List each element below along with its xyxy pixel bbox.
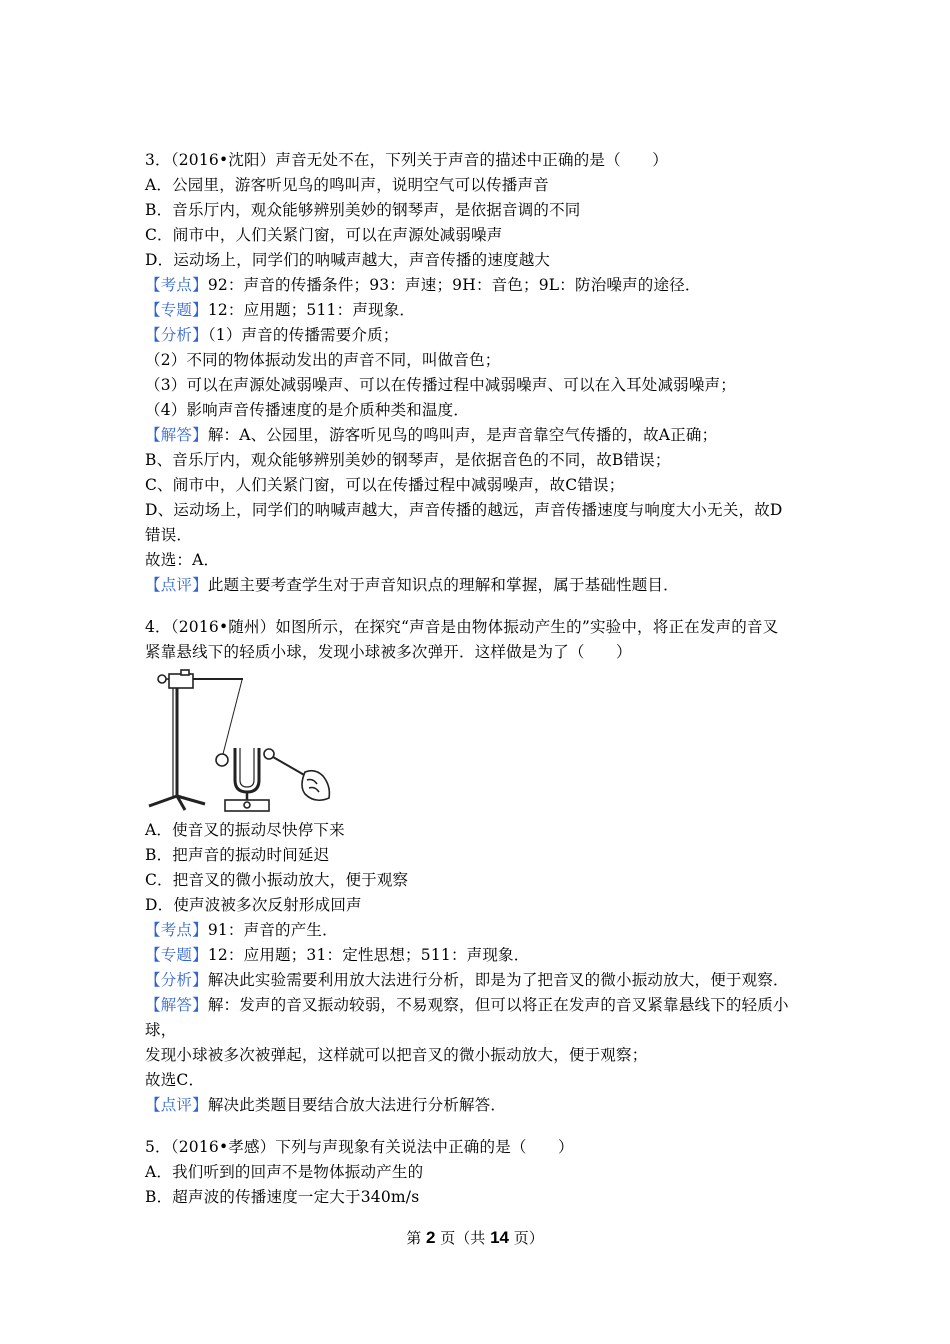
tuning-fork bbox=[235, 748, 259, 792]
current-page-number: 2 bbox=[426, 1228, 436, 1247]
dianping-line bbox=[145, 1093, 815, 1118]
fenxi-line bbox=[145, 323, 815, 348]
fenxi-line: （2）不同的物体振动发出的声音不同，叫做音色； bbox=[145, 351, 501, 369]
option-c: C．把音叉的微小振动放大，便于观察 bbox=[145, 871, 409, 889]
jieda-text: 解：发声的音叉振动较弱，不易观察，但可以将正在发声的音叉紧靠悬线下的轻质小 bbox=[207, 996, 789, 1014]
option-d: D．使声波被多次反射形成回声 bbox=[145, 896, 362, 914]
tripod-base bbox=[149, 796, 205, 810]
page-content bbox=[145, 148, 815, 1210]
question-5 bbox=[145, 1135, 815, 1210]
option-a: A．公园里，游客听见鸟的鸣叫声，说明空气可以传播声音 bbox=[145, 176, 549, 194]
thread bbox=[223, 680, 242, 754]
jieda-line bbox=[145, 993, 815, 1018]
jieda-line: B、音乐厅内，观众能够辨别美妙的钢琴声，是依据音色的不同，故B错误； bbox=[145, 451, 671, 469]
zhuanti-tag: 【专题】 bbox=[145, 301, 208, 319]
dianping-line bbox=[145, 573, 815, 598]
jieda-line: 错误． bbox=[145, 526, 193, 544]
option-d: D．运动场上，同学们的呐喊声越大，声音传播的速度越大 bbox=[145, 251, 551, 269]
jieda-line: D、运动场上，同学们的呐喊声越大，声音传播的越远，声音传播速度与响度大小无关，故D bbox=[145, 501, 783, 519]
kaodian-text: 92：声音的传播条件；93：声速；9H：音色；9L：防治噪声的途径． bbox=[207, 276, 701, 294]
zhuanti-text: 12：应用题；511：声现象． bbox=[207, 301, 416, 319]
dianping-text: 解决此类题目要结合放大法进行分析解答． bbox=[207, 1096, 507, 1114]
tuning-fork-illustration bbox=[145, 668, 345, 818]
tuning-fork-figure bbox=[145, 668, 815, 818]
total-pages: 14 bbox=[490, 1228, 509, 1247]
jieda-line: C、闹市中，人们关紧门窗，可以在传播过程中减弱噪声，故C错误； bbox=[145, 476, 625, 494]
light-ball bbox=[216, 754, 228, 766]
mallet-head bbox=[264, 749, 274, 759]
footer-middle: 页（共 bbox=[440, 1229, 486, 1247]
zhuanti-line bbox=[145, 943, 815, 968]
question-stem: 5．（2016•孝感）下列与声现象有关说法中正确的是（ ） bbox=[145, 1138, 574, 1156]
kaodian-line bbox=[145, 918, 815, 943]
page-footer bbox=[0, 1228, 950, 1248]
hand bbox=[302, 771, 329, 801]
spacer bbox=[145, 1118, 815, 1135]
question-3 bbox=[145, 148, 815, 598]
fenxi-line: （4）影响声音传播速度的是介质种类和温度． bbox=[145, 401, 470, 419]
dianping-tag: 【点评】 bbox=[145, 576, 208, 594]
kaodian-text: 91：声音的产生． bbox=[207, 921, 338, 939]
jieda-tag: 【解答】 bbox=[145, 426, 208, 444]
spacer bbox=[145, 598, 815, 615]
dianping-text: 此题主要考查学生对于声音知识点的理解和掌握，属于基础性题目． bbox=[207, 576, 679, 594]
option-a: A．使音叉的振动尽快停下来 bbox=[145, 821, 345, 839]
kaodian-line bbox=[145, 273, 815, 298]
jieda-text: 解：A、公园里，游客听见鸟的鸣叫声，是声音靠空气传播的，故A正确； bbox=[207, 426, 718, 444]
question-stem: 3．（2016•沈阳）声音无处不在，下列关于声音的描述中正确的是（ ） bbox=[145, 151, 668, 169]
jieda-line: 球， bbox=[145, 1021, 177, 1039]
footer-prefix: 第 bbox=[406, 1229, 422, 1247]
kaodian-tag: 【考点】 bbox=[145, 921, 208, 939]
clamp-screw bbox=[158, 675, 166, 683]
fenxi-tag: 【分析】 bbox=[145, 326, 208, 344]
fenxi-line: （3）可以在声源处减弱噪声、可以在传播过程中减弱噪声、可以在入耳处减弱噪声； bbox=[145, 376, 736, 394]
question-4 bbox=[145, 615, 815, 1118]
fenxi-text: （1）声音的传播需要介质； bbox=[207, 326, 399, 344]
footer-suffix: 页） bbox=[513, 1229, 544, 1247]
fenxi-text: 解决此实验需要利用放大法进行分析，即是为了把音叉的微小振动放大，便于观察． bbox=[207, 971, 789, 989]
option-c: C．闹市中，人们关紧门窗，可以在声源处减弱噪声 bbox=[145, 226, 503, 244]
answer-line: 故选：A． bbox=[145, 551, 220, 569]
jieda-line: 发现小球被多次被弹起，这样就可以把音叉的微小振动放大，便于观察； bbox=[145, 1046, 648, 1064]
fenxi-line bbox=[145, 968, 815, 993]
question-stem: 4．（2016•随州）如图所示，在探究“声音是由物体振动产生的”实验中，将正在发声的音叉 bbox=[145, 618, 779, 636]
answer-line: 故选C． bbox=[145, 1071, 205, 1089]
zhuanti-tag: 【专题】 bbox=[145, 946, 208, 964]
clamp bbox=[169, 674, 193, 688]
dianping-tag: 【点评】 bbox=[145, 1096, 208, 1114]
option-a: A．我们听到的回声不是物体振动产生的 bbox=[145, 1163, 424, 1181]
jieda-tag: 【解答】 bbox=[145, 996, 208, 1014]
option-b: B．音乐厅内，观众能够辨别美妙的钢琴声，是依据音调的不同 bbox=[145, 201, 581, 219]
zhuanti-line bbox=[145, 298, 815, 323]
question-stem: 紧靠悬线下的轻质小球，发现小球被多次弹开．这样做是为了（ ） bbox=[145, 643, 632, 661]
option-b: B．把声音的振动时间延迟 bbox=[145, 846, 330, 864]
kaodian-tag: 【考点】 bbox=[145, 276, 208, 294]
option-b: B．超声波的传播速度一定大于340m/s bbox=[145, 1188, 420, 1206]
fenxi-tag: 【分析】 bbox=[145, 971, 208, 989]
zhuanti-text: 12：应用题；31：定性思想；511：声现象． bbox=[207, 946, 530, 964]
jieda-line bbox=[145, 423, 815, 448]
